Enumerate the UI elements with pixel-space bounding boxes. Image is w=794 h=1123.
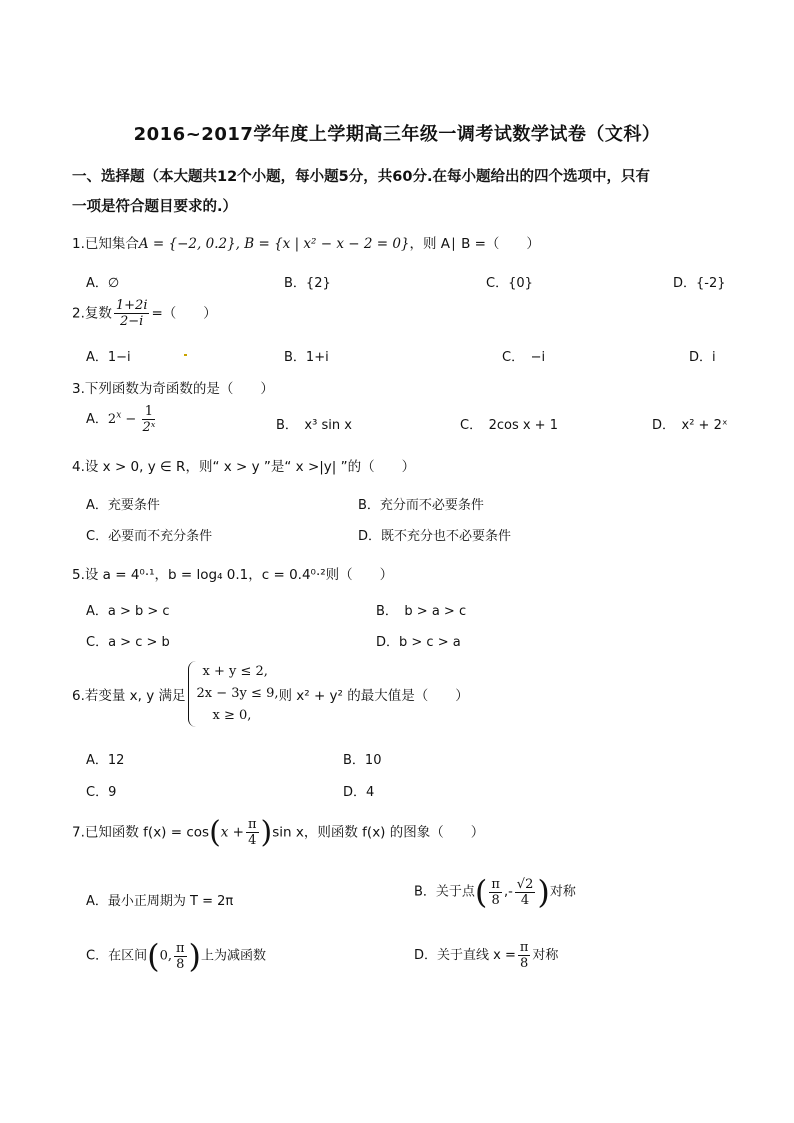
question-4-stem: 4.设 x > 0, y ∈ R，则“ x > y ”是“ x >|y| ”的（ ） bbox=[72, 459, 416, 475]
q3-option-d: D． x² + 2ˣ bbox=[652, 418, 728, 433]
q2-option-b: B．1+i bbox=[284, 350, 329, 365]
q7-option-b-frac2 bbox=[515, 877, 536, 908]
q6-condition-1: x + y ≤ 2, bbox=[202, 664, 268, 679]
q3-option-a-label: A． bbox=[86, 412, 108, 427]
q3-option-a-exponent: x bbox=[116, 410, 122, 421]
q3-option-a bbox=[86, 404, 157, 435]
q1-option-d: D．{-2} bbox=[673, 276, 726, 291]
q3-option-a-numerator: 1 bbox=[142, 404, 155, 420]
q7-option-c-prefix: C．在区间 bbox=[86, 948, 148, 964]
question-5-stem: 5.设 a = 4⁰·¹，b = log₄ 0.1，c = 0.4⁰·²则（ ） bbox=[72, 567, 394, 583]
q6-option-a: A．12 bbox=[86, 753, 125, 768]
q7-option-b-frac1 bbox=[489, 877, 502, 908]
q1-option-b: B．{2} bbox=[284, 276, 331, 291]
q7-option-b-den2: 4 bbox=[520, 892, 530, 908]
q7-suffix: sin x，则函数 f(x) 的图象（ ） bbox=[272, 824, 485, 841]
question-1-stem bbox=[72, 232, 540, 252]
question-7-stem: 7.已知函数 f(x) = cos(x + $\frac{\pi}{4}$ )sin x，则函数 f(x) 的图象（ ） bbox=[72, 815, 485, 850]
page-title: 2016~2017学年度上学期高三年级一调考试数学试卷（文科） bbox=[133, 124, 661, 145]
q7-option-b-suffix: 对称 bbox=[549, 884, 576, 900]
q7-four: 4 bbox=[248, 833, 257, 848]
q5-option-a: A．a > b > c bbox=[86, 604, 170, 619]
q4-option-a: A．充要条件 bbox=[86, 498, 160, 513]
q2-option-a: A．1−i bbox=[86, 350, 131, 365]
question-2-stem bbox=[72, 298, 217, 329]
q7-option-c-suffix: 上为减函数 bbox=[201, 948, 267, 964]
q6-option-c: C．9 bbox=[86, 785, 117, 800]
q2-option-d: D．i bbox=[689, 350, 716, 365]
q7-option-b: B．关于点( $\frac{\pi}{8}$ ,- $\frac{√2}{4}$ )对称 bbox=[414, 873, 576, 911]
q7-inner: x + bbox=[220, 824, 244, 841]
q2-numerator: 1+2i bbox=[115, 298, 148, 313]
q7-option-b-num1: π bbox=[491, 876, 500, 892]
q7-option-c: C．在区间(0, $\frac{\pi}{8}$ )上为减函数 bbox=[86, 937, 267, 975]
stray-dot bbox=[184, 354, 187, 356]
q1-suffix: ，则 A∣ B =（ ） bbox=[409, 236, 540, 252]
q2-denominator: 2−i bbox=[120, 314, 144, 329]
q7-option-d bbox=[414, 940, 558, 971]
q6-option-d: D．4 bbox=[343, 785, 375, 800]
q7-option-c-zero: 0, bbox=[159, 948, 172, 964]
q6-prefix: 6.若变量 x, y 满足 bbox=[72, 688, 186, 704]
q5-option-b: B． b > a > c bbox=[376, 604, 467, 619]
q7-option-c-frac bbox=[174, 941, 187, 972]
q7-option-a: A．最小正周期为 T = 2π bbox=[86, 894, 234, 909]
q3-option-c: C． 2cos x + 1 bbox=[460, 418, 558, 433]
q7-option-d-prefix: D．关于直线 x = bbox=[414, 948, 516, 963]
q3-option-b: B． x³ sin x bbox=[276, 418, 352, 433]
q3-option-a-minus: − bbox=[121, 412, 141, 427]
q7-option-d-den: 8 bbox=[520, 956, 529, 971]
q1-set-a: A = {−2, 0.2} bbox=[138, 236, 236, 252]
q7-prefix: 7.已知函数 f(x) = cos bbox=[72, 824, 210, 841]
q3-option-a-fraction bbox=[142, 404, 155, 435]
q7-option-b-sep: ,- bbox=[503, 884, 513, 900]
q5-option-c: C．a > c > b bbox=[86, 635, 170, 650]
q6-constraint-system bbox=[188, 661, 279, 727]
q6-suffix: 则 x² + y² 的最大值是（ ） bbox=[278, 688, 469, 704]
q7-option-d-frac bbox=[518, 940, 531, 971]
q4-option-d: D．既不充分也不必要条件 bbox=[358, 529, 512, 544]
q2-suffix: =（ ） bbox=[151, 305, 217, 322]
q6-condition-2: 2x − 3y ≤ 9, bbox=[196, 686, 279, 701]
q3-option-a-base: 2 bbox=[107, 412, 117, 427]
q2-option-c: C． −i bbox=[502, 350, 546, 365]
q4-option-c: C．必要而不充分条件 bbox=[86, 529, 213, 544]
q7-option-c-num: π bbox=[175, 940, 185, 956]
section-heading-line1: 一、选择题（本大题共12个小题，每小题5分，共60分.在每小题给出的四个选项中，只有 bbox=[72, 169, 650, 185]
q1-option-c: C．{0} bbox=[486, 276, 533, 291]
q1-prefix: 1.已知集合 bbox=[72, 236, 139, 252]
q7-option-b-den1: 8 bbox=[491, 892, 500, 908]
q7-pi: π bbox=[248, 817, 257, 832]
q6-condition-3: x ≥ 0, bbox=[212, 708, 252, 723]
q4-option-b: B．充分而不必要条件 bbox=[358, 498, 484, 513]
q2-fraction bbox=[114, 298, 150, 329]
q6-option-b: B．10 bbox=[343, 753, 382, 768]
q1-set-b: , B = {x | x² − x − 2 = 0} bbox=[235, 236, 410, 252]
q3-option-a-denominator: 2ˣ bbox=[142, 420, 156, 435]
q7-option-d-suffix: 对称 bbox=[532, 948, 559, 963]
q5-option-d: D．b > c > a bbox=[376, 635, 461, 650]
q7-fraction bbox=[246, 817, 259, 848]
q1-option-a: A．∅ bbox=[86, 276, 120, 291]
q7-option-c-den: 8 bbox=[176, 956, 185, 972]
q7-option-b-prefix: B．关于点 bbox=[414, 884, 475, 900]
question-3-stem: 3.下列函数为奇函数的是（ ） bbox=[72, 381, 274, 397]
question-6-stem bbox=[72, 661, 469, 727]
q7-option-b-num2: √2 bbox=[516, 876, 534, 892]
section-heading-line2: 一项是符合题目要求的.） bbox=[72, 199, 238, 215]
q7-option-d-num: π bbox=[519, 940, 529, 955]
q2-prefix: 2.复数 bbox=[72, 305, 112, 322]
